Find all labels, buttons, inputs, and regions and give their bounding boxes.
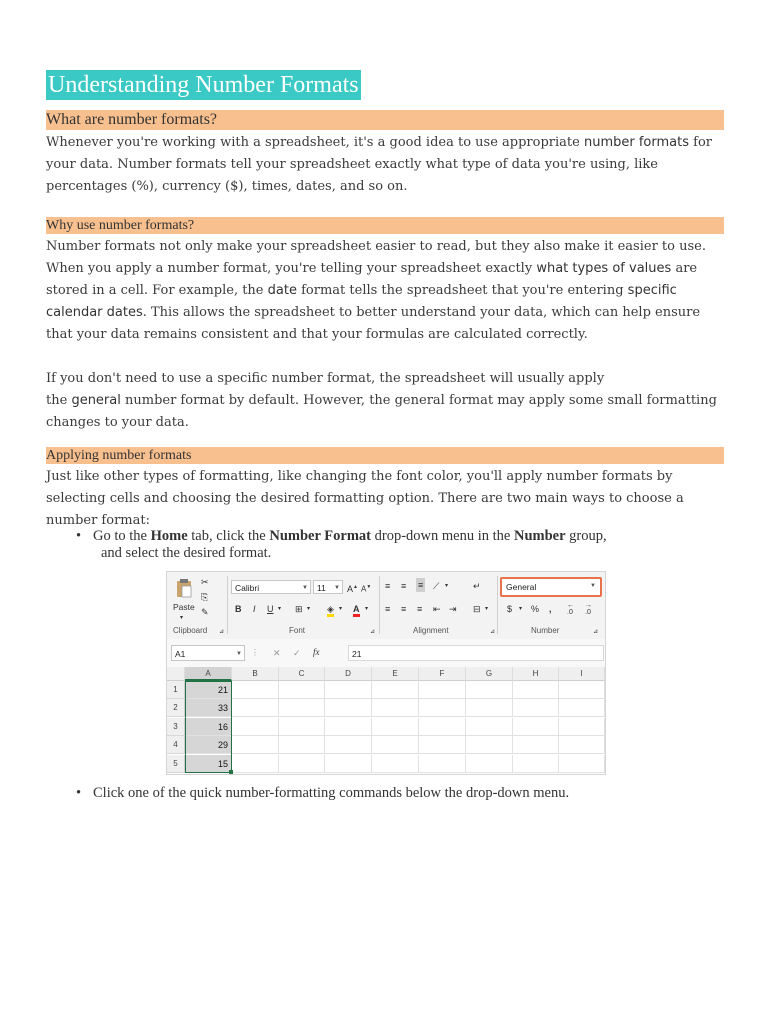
- cell-h2[interactable]: [513, 699, 559, 717]
- number-format-value: General: [506, 582, 537, 592]
- cell-f5[interactable]: [419, 755, 466, 773]
- accounting-dropdown-icon[interactable]: ▾: [519, 606, 523, 612]
- cell-e3[interactable]: [372, 718, 419, 736]
- cell-a2[interactable]: 33: [185, 699, 232, 717]
- cell-e2[interactable]: [372, 699, 419, 717]
- para-line: percentages (%), currency ($), times, dates, and so on.: [46, 179, 408, 194]
- bullet-icon: •: [76, 528, 82, 544]
- insert-function-icon[interactable]: fx: [313, 647, 320, 657]
- align-top-icon[interactable]: ≡: [385, 581, 391, 591]
- para-line: changes to your data.: [46, 415, 189, 430]
- cell-g2[interactable]: [466, 699, 513, 717]
- para-line: the general number format by default. However, the general format may apply some small formatting: [46, 393, 717, 408]
- cell-b1[interactable]: [232, 681, 279, 699]
- cell-b4[interactable]: [232, 736, 279, 754]
- wrap-text-icon[interactable]: ↵: [473, 581, 481, 591]
- cell-d5[interactable]: [325, 755, 372, 773]
- cell-d1[interactable]: [325, 681, 372, 699]
- cell-b5[interactable]: [232, 755, 279, 773]
- cell-i1[interactable]: [559, 681, 605, 699]
- para-line: that your data remains consistent and that your formulas are calculated correctly.: [46, 327, 588, 342]
- paste-icon[interactable]: [175, 578, 193, 598]
- para-line: stored in a cell. For example, the date format tells the spreadsheet that you're entering specific: [46, 283, 677, 298]
- section-heading-what: What are number formats?: [46, 110, 724, 130]
- cell-b2[interactable]: [232, 699, 279, 717]
- section-heading-why: Why use number formats?: [46, 217, 724, 234]
- select-all-corner[interactable]: [167, 667, 185, 681]
- launcher-icon[interactable]: ⊿: [370, 629, 376, 635]
- align-left-icon[interactable]: ≡: [385, 604, 391, 614]
- enter-icon[interactable]: ✓: [293, 648, 301, 658]
- grow-font-icon[interactable]: A▲: [347, 584, 358, 594]
- para-line: calendar dates. This allows the spreadsheet to better understand your data, which can help ensure: [46, 305, 701, 320]
- copy-icon[interactable]: ⎘: [201, 592, 209, 602]
- column-header-c[interactable]: C: [279, 667, 325, 681]
- bold-icon[interactable]: B: [235, 604, 242, 614]
- para-line: your data. Number formats tell your spreadsheet exactly what type of data you're using, like: [46, 157, 659, 172]
- para-line: If you don't need to use a specific number format, the spreadsheet will usually apply: [46, 371, 605, 386]
- cell-g3[interactable]: [466, 718, 513, 736]
- name-box[interactable]: A1 ▼: [171, 645, 245, 661]
- cell-f4[interactable]: [419, 736, 466, 754]
- column-header-a[interactable]: A: [185, 667, 232, 681]
- font-name-combo[interactable]: Calibri ▼: [231, 580, 311, 594]
- row-header-1[interactable]: 1: [167, 681, 185, 699]
- increase-decimal-icon[interactable]: ← .0: [567, 602, 574, 616]
- row-header-3[interactable]: 3: [167, 718, 185, 736]
- section-heading-applying: Applying number formats: [46, 447, 724, 464]
- cell-c5[interactable]: [279, 755, 325, 773]
- font-size-combo[interactable]: 11 ▼: [313, 580, 343, 594]
- column-header-h[interactable]: H: [513, 667, 559, 681]
- align-middle-icon[interactable]: ≡: [401, 581, 407, 591]
- cell-c3[interactable]: [279, 718, 325, 736]
- cell-f1[interactable]: [419, 681, 466, 699]
- paragraph-applying: [46, 466, 726, 532]
- cut-icon[interactable]: ✂: [201, 577, 209, 587]
- launcher-icon[interactable]: ⊿: [490, 629, 496, 635]
- merge-dropdown-icon[interactable]: ▾: [485, 606, 489, 612]
- cell-h5[interactable]: [513, 755, 559, 773]
- para-line: Number formats not only make your spreadsheet easier to read, but they also make it easier to use.: [46, 239, 706, 254]
- increase-indent-icon[interactable]: ⇥: [449, 604, 457, 614]
- italic-icon[interactable]: I: [253, 604, 256, 614]
- cell-g1[interactable]: [466, 681, 513, 699]
- group-label-alignment: Alignment: [413, 626, 449, 635]
- para-line: Just like other types of formatting, like changing the font color, you'll apply number formats by: [46, 469, 673, 484]
- ribbon: [167, 572, 605, 640]
- cell-e4[interactable]: [372, 736, 419, 754]
- column-header-g[interactable]: G: [466, 667, 513, 681]
- row-header-2[interactable]: 2: [167, 699, 185, 717]
- cell-i2[interactable]: [559, 699, 605, 717]
- selection-border: [185, 681, 232, 773]
- cell-a1[interactable]: 21: [185, 681, 232, 699]
- column-header-b[interactable]: B: [232, 667, 279, 681]
- cell-a3[interactable]: 16: [185, 718, 232, 736]
- fill-handle[interactable]: [229, 770, 233, 774]
- cell-f2[interactable]: [419, 699, 466, 717]
- cancel-icon[interactable]: ✕: [273, 648, 281, 658]
- orientation-icon[interactable]: ⟋: [433, 581, 440, 591]
- formula-bar: [167, 639, 605, 668]
- borders-dropdown-icon[interactable]: ▾: [307, 606, 311, 612]
- row-header-4[interactable]: 4: [167, 736, 185, 754]
- cell-i3[interactable]: [559, 718, 605, 736]
- number-format-dropdown[interactable]: [500, 577, 602, 597]
- cell-b3[interactable]: [232, 718, 279, 736]
- cell-d3[interactable]: [325, 718, 372, 736]
- shrink-font-icon[interactable]: A▼: [361, 584, 372, 594]
- cell-c1[interactable]: [279, 681, 325, 699]
- group-label-number: Number: [531, 626, 560, 635]
- chevron-down-icon: ▼: [590, 583, 596, 589]
- cell-d2[interactable]: [325, 699, 372, 717]
- cell-i5[interactable]: [559, 755, 605, 773]
- align-right-icon[interactable]: ≡: [417, 604, 423, 614]
- cell-a5[interactable]: 15: [185, 755, 232, 773]
- cell-c2[interactable]: [279, 699, 325, 717]
- launcher-icon[interactable]: ⊿: [593, 629, 599, 635]
- borders-icon[interactable]: ⊞: [295, 604, 303, 614]
- cell-i4[interactable]: [559, 736, 605, 754]
- fill-color-icon[interactable]: ◈: [327, 603, 334, 615]
- formula-input[interactable]: 21: [348, 645, 604, 661]
- group-label-font: Font: [289, 626, 306, 635]
- column-header-d[interactable]: D: [325, 667, 372, 681]
- cell-e5[interactable]: [372, 755, 419, 773]
- orientation-dropdown-icon[interactable]: ▾: [445, 583, 449, 589]
- bullet-icon: •: [76, 785, 82, 801]
- decrease-indent-icon[interactable]: ⇤: [433, 604, 441, 614]
- row-header-5[interactable]: 5: [167, 755, 185, 773]
- cell-h1[interactable]: [513, 681, 559, 699]
- cell-e1[interactable]: [372, 681, 419, 699]
- align-center-icon[interactable]: ≡: [401, 604, 407, 614]
- cell-c4[interactable]: [279, 736, 325, 754]
- cell-h4[interactable]: [513, 736, 559, 754]
- spreadsheet-grid: [167, 667, 605, 774]
- fill-color-dropdown-icon[interactable]: ▾: [339, 606, 343, 612]
- cell-a4[interactable]: 29: [185, 736, 232, 754]
- font-color-icon[interactable]: A: [353, 603, 360, 615]
- column-header-i[interactable]: I: [559, 667, 605, 681]
- comma-style-icon[interactable]: ,: [549, 604, 552, 614]
- para-line: selecting cells and choosing the desired formatting option. There are two main ways to choose a: [46, 491, 684, 506]
- launcher-icon[interactable]: ⊿: [219, 629, 225, 635]
- para-line: Whenever you're working with a spreadsheet, it's a good idea to use appropriate number formats for: [46, 135, 712, 150]
- excel-screenshot: [166, 571, 606, 775]
- percent-style-icon[interactable]: %: [531, 604, 540, 614]
- para-line: number format:: [46, 513, 150, 528]
- column-header-e[interactable]: E: [372, 667, 419, 681]
- more-icon: ⋮: [251, 648, 259, 657]
- merge-center-icon[interactable]: ⊟: [473, 604, 481, 614]
- align-bottom-icon[interactable]: ≡: [418, 580, 424, 590]
- cell-d4[interactable]: [325, 736, 372, 754]
- underline-icon[interactable]: U: [267, 604, 274, 614]
- page-title: Understanding Number Formats: [48, 72, 359, 98]
- column-header-f[interactable]: F: [419, 667, 466, 681]
- cell-g5[interactable]: [466, 755, 513, 773]
- decrease-decimal-icon[interactable]: → .0: [585, 602, 592, 616]
- para-line: When you apply a number format, you're telling your spreadsheet exactly what types of values are: [46, 261, 698, 276]
- cell-h3[interactable]: [513, 718, 559, 736]
- group-label-clipboard: Clipboard: [173, 626, 208, 635]
- font-color-dropdown-icon[interactable]: ▾: [365, 606, 369, 612]
- paragraph-what: [46, 132, 726, 198]
- cell-g4[interactable]: [466, 736, 513, 754]
- paste-dropdown-icon[interactable]: ▾: [180, 615, 184, 621]
- format-painter-icon[interactable]: ✎: [201, 607, 209, 617]
- accounting-format-icon[interactable]: $: [507, 604, 513, 614]
- cell-f3[interactable]: [419, 718, 466, 736]
- underline-dropdown-icon[interactable]: ▾: [278, 606, 282, 612]
- paragraph-why: [46, 236, 726, 434]
- paste-label[interactable]: Paste: [173, 602, 195, 612]
